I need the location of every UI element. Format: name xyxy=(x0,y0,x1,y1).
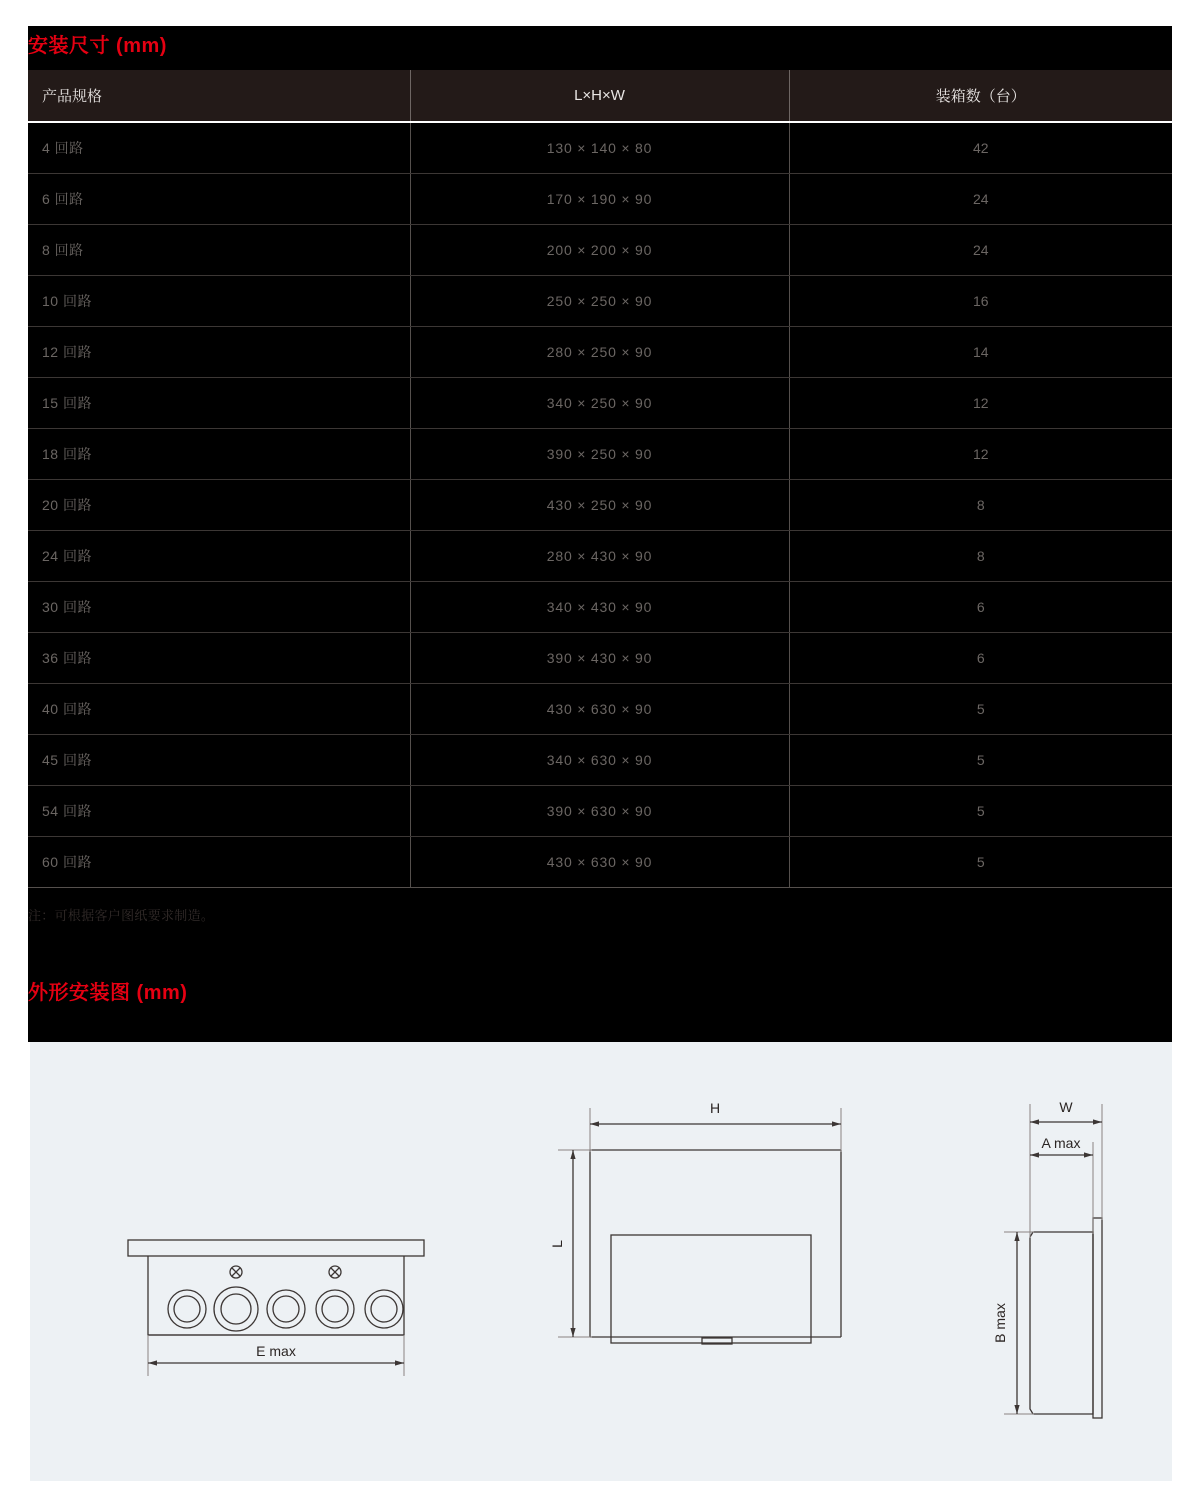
table-row xyxy=(28,224,1172,275)
cell-qty: 6 xyxy=(789,581,1172,632)
cell-dims: 280 × 250 × 90 xyxy=(410,326,789,377)
cell-dims: 430 × 250 × 90 xyxy=(410,479,789,530)
cell-spec: 20 回路 xyxy=(28,479,410,530)
dimension-label-w: W xyxy=(1059,1099,1073,1115)
table-row xyxy=(28,275,1172,326)
cell-spec: 54 回路 xyxy=(28,785,410,836)
cell-spec: 45 回路 xyxy=(28,734,410,785)
cell-qty: 12 xyxy=(789,428,1172,479)
cell-dims: 390 × 630 × 90 xyxy=(410,785,789,836)
cell-dims: 280 × 430 × 90 xyxy=(410,530,789,581)
table-row xyxy=(28,479,1172,530)
table-note: 注：可根据客户图纸要求制造。 xyxy=(28,908,215,923)
cell-dims: 340 × 630 × 90 xyxy=(410,734,789,785)
cell-spec: 60 回路 xyxy=(28,836,410,887)
cell-spec: 30 回路 xyxy=(28,581,410,632)
earth-symbol-icon xyxy=(329,1266,341,1278)
outline-drawing-svg xyxy=(30,1042,1172,1481)
cell-dims: 390 × 430 × 90 xyxy=(410,632,789,683)
cell-qty: 42 xyxy=(789,122,1172,173)
cell-dims: 170 × 190 × 90 xyxy=(410,173,789,224)
dimension-label-l: L xyxy=(549,1240,565,1248)
page-title-installation-dimensions: 安装尺寸 (mm) xyxy=(28,35,167,57)
cell-spec: 36 回路 xyxy=(28,632,410,683)
cell-spec: 18 回路 xyxy=(28,428,410,479)
dimension-label-e-max: E max xyxy=(256,1343,296,1359)
cell-qty: 8 xyxy=(789,479,1172,530)
table-row xyxy=(28,734,1172,785)
column-header-lhw: L×H×W xyxy=(410,70,789,122)
table-row xyxy=(28,836,1172,887)
cell-dims: 340 × 430 × 90 xyxy=(410,581,789,632)
dimension-label-h: H xyxy=(709,1100,721,1116)
cell-spec: 15 回路 xyxy=(28,377,410,428)
cell-spec: 8 回路 xyxy=(28,224,410,275)
table-row xyxy=(28,581,1172,632)
earth-symbol-icon xyxy=(230,1266,242,1278)
outline-section-panel xyxy=(28,966,1172,1042)
cell-spec: 6 回路 xyxy=(28,173,410,224)
cell-dims: 200 × 200 × 90 xyxy=(410,224,789,275)
cell-qty: 24 xyxy=(789,173,1172,224)
cell-spec: 40 回路 xyxy=(28,683,410,734)
drawing-front-view xyxy=(558,1108,841,1344)
column-header-quantity: 装箱数（台） xyxy=(789,70,1172,122)
cell-dims: 340 × 250 × 90 xyxy=(410,377,789,428)
table-row xyxy=(28,785,1172,836)
column-header-spec: 产品规格 xyxy=(28,70,410,122)
cell-dims: 390 × 250 × 90 xyxy=(410,428,789,479)
cell-qty: 14 xyxy=(789,326,1172,377)
cell-dims: 430 × 630 × 90 xyxy=(410,683,789,734)
installation-dimensions-table xyxy=(28,70,1172,888)
table-row xyxy=(28,632,1172,683)
table-row xyxy=(28,428,1172,479)
table-row xyxy=(28,530,1172,581)
cell-dims: 430 × 630 × 90 xyxy=(410,836,789,887)
outline-drawing-panel xyxy=(30,1042,1172,1481)
cell-qty: 5 xyxy=(789,734,1172,785)
cell-qty: 5 xyxy=(789,836,1172,887)
cell-qty: 5 xyxy=(789,683,1172,734)
cell-qty: 12 xyxy=(789,377,1172,428)
page-title-outline-drawing: 外形安装图 (mm) xyxy=(28,982,188,1004)
cell-dims: 130 × 140 × 80 xyxy=(410,122,789,173)
table-header-row xyxy=(28,70,1172,122)
cell-spec: 24 回路 xyxy=(28,530,410,581)
dimension-label-a-max: A max xyxy=(1041,1135,1081,1151)
table-row xyxy=(28,683,1172,734)
cell-qty: 6 xyxy=(789,632,1172,683)
cell-dims: 250 × 250 × 90 xyxy=(410,275,789,326)
cell-qty: 5 xyxy=(789,785,1172,836)
cell-qty: 8 xyxy=(789,530,1172,581)
cell-qty: 24 xyxy=(789,224,1172,275)
cell-qty: 16 xyxy=(789,275,1172,326)
knockout-holes xyxy=(168,1287,403,1331)
cell-spec: 4 回路 xyxy=(28,122,410,173)
table-row xyxy=(28,122,1172,173)
cell-spec: 10 回路 xyxy=(28,275,410,326)
table-row xyxy=(28,377,1172,428)
drawing-side-view xyxy=(1004,1104,1102,1418)
table-header xyxy=(28,70,1172,122)
table-row xyxy=(28,173,1172,224)
dimension-label-b-max: B max xyxy=(992,1303,1008,1343)
table-row xyxy=(28,326,1172,377)
table-body xyxy=(28,122,1172,887)
cell-spec: 12 回路 xyxy=(28,326,410,377)
